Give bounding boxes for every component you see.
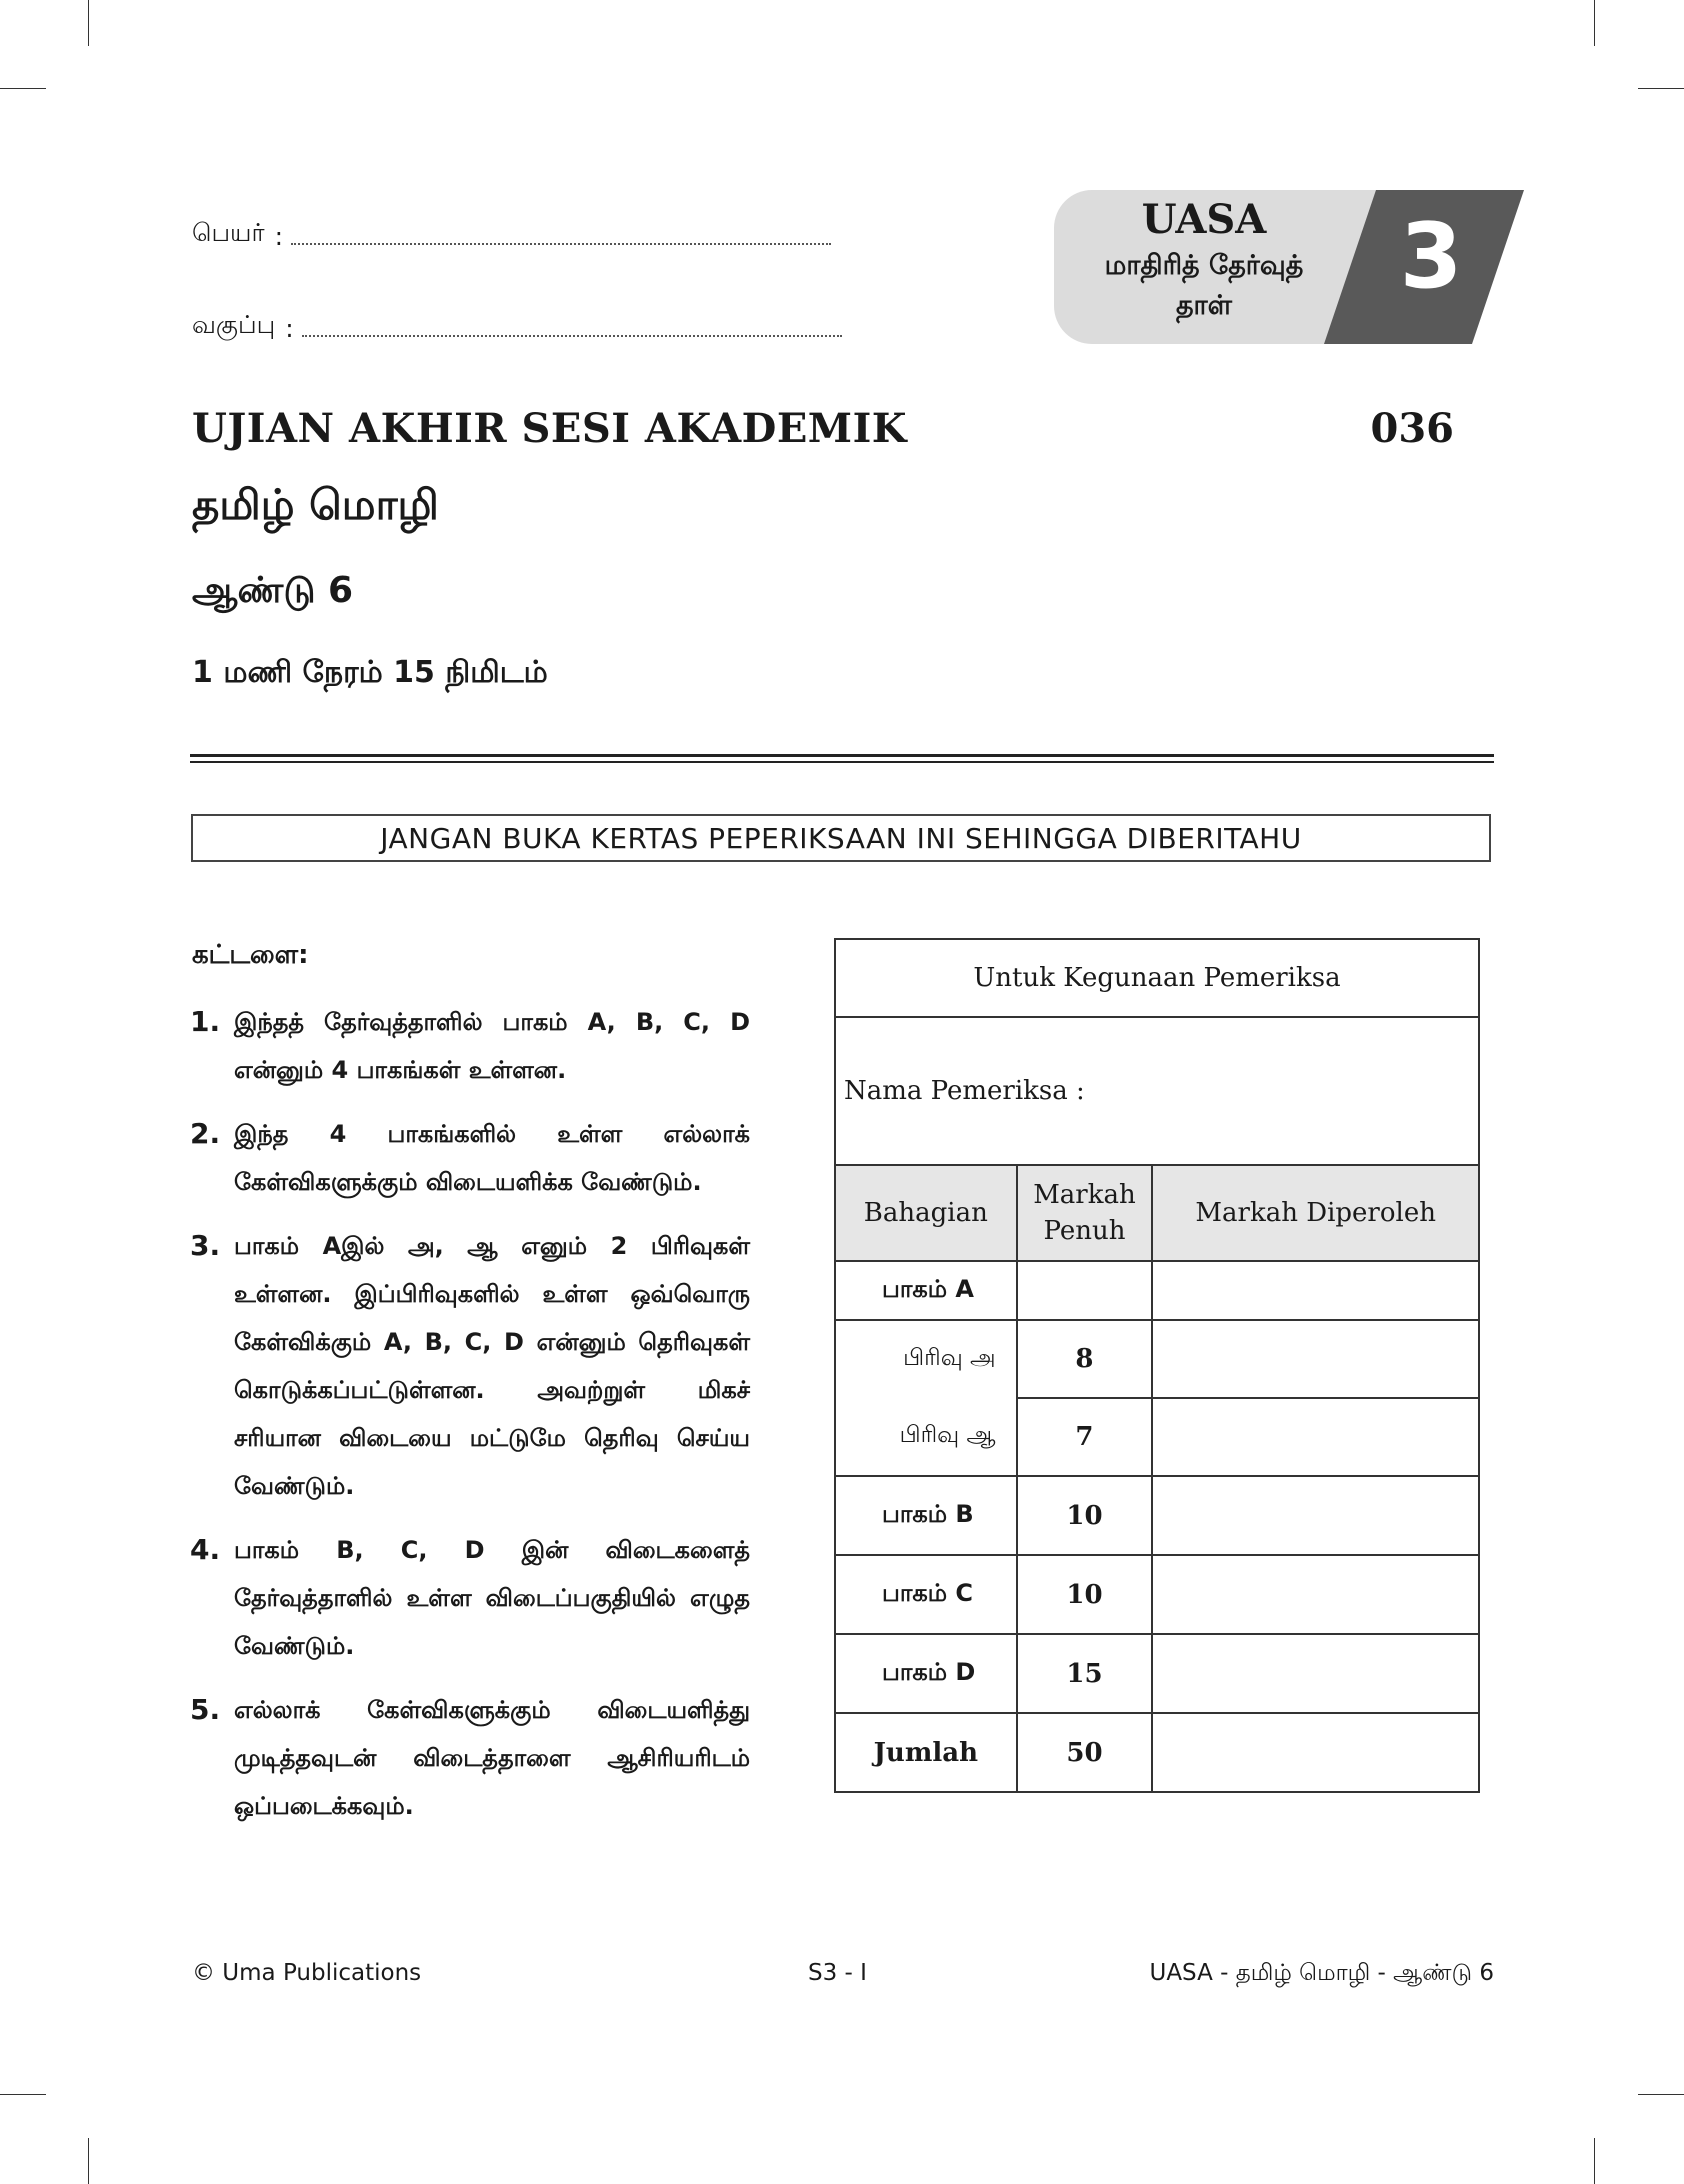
section-a-full	[1017, 1261, 1153, 1320]
column-header-section: Bahagian	[835, 1165, 1017, 1261]
table-heading: Untuk Kegunaan Pemeriksa	[835, 939, 1479, 1017]
instruction-text: எல்லாக் கேள்விகளுக்கும் விடையளித்து முடித்தவுடன் விடைத்தாளை ஆசிரியரிடம் ஒப்படைக்கவும்.	[234, 1696, 750, 1820]
badge-subtitle	[1054, 246, 1354, 326]
badge-number: 3	[1399, 204, 1463, 309]
section-label: பாகம் B	[835, 1476, 1017, 1555]
notice-text: JANGAN BUKA KERTAS PEPERIKSAAN INI SEHINGGA DIBERITAHU	[380, 821, 1302, 855]
instruction-number: 2.	[190, 1117, 221, 1150]
crop-mark	[88, 2138, 89, 2184]
total-full: 50	[1017, 1713, 1153, 1792]
sub-section-full: 7	[1017, 1398, 1153, 1476]
exam-title: UJIAN AKHIR SESI AKADEMIK	[192, 405, 908, 452]
section-full: 10	[1017, 1555, 1153, 1634]
section-obtained[interactable]	[1152, 1634, 1479, 1713]
section-label: பாகம் C	[835, 1555, 1017, 1634]
badge-subtitle-line2: தாள்	[1175, 290, 1233, 321]
instruction-text: இந்தத் தேர்வுத்தாளில் பாகம் A, B, C, D என்னும் 4 பாகங்கள் உள்ளன.	[234, 1008, 750, 1084]
instruction-number: 5.	[190, 1693, 221, 1726]
column-header-marks-obtained: Markah Diperoleh	[1152, 1165, 1479, 1261]
crop-mark	[0, 88, 46, 89]
footer-page-number: S3 - I	[808, 1960, 867, 1986]
instruction-item	[190, 1526, 750, 1670]
name-line[interactable]	[291, 241, 831, 245]
subject-title: தமிழ் மொழி	[192, 480, 439, 529]
section-label: பாகம் D	[835, 1634, 1017, 1713]
instruction-item	[190, 998, 750, 1094]
exam-code: 036	[1370, 405, 1454, 452]
sub-section-obtained[interactable]	[1152, 1398, 1479, 1476]
section-a-label: பாகம் A	[835, 1261, 1017, 1320]
name-colon: :	[274, 222, 283, 251]
instruction-number: 1.	[190, 1005, 221, 1038]
crop-mark	[1638, 88, 1684, 89]
exam-duration: 1 மணி நேரம் 15 நிமிடம்	[192, 655, 548, 690]
name-label: பெயர்	[192, 218, 265, 247]
column-header-full-marks: Markah Penuh	[1017, 1165, 1153, 1261]
class-line[interactable]	[302, 333, 842, 337]
section-full: 10	[1017, 1476, 1153, 1555]
notice-box	[191, 814, 1491, 862]
instruction-text: பாகம் Aஇல் அ, ஆ எனும் 2 பிரிவுகள் உள்ளன. இப்பிரிவுகளில் உள்ள ஒவ்வொரு கேள்விக்கும் A, B, C, D என்னும் தெரிவுகள் கொடுக்கப்பட்டுள்ளன. அவற்றுள் மிகச் சரியான விடையை மட்டுமே தெரிவு செய்ய வேண்டும்.	[234, 1232, 750, 1500]
instruction-item	[190, 1222, 750, 1510]
instruction-text: பாகம் B, C, D இன் விடைகளைத் தேர்வுத்தாளில் உள்ள விடைப்பகுதியில் எழுத வேண்டும்.	[234, 1536, 750, 1660]
examiner-name-label: Nama Pemeriksa :	[844, 1076, 1085, 1106]
instruction-text: இந்த 4 பாகங்களில் உள்ள எல்லாக் கேள்விகளுக்கும் விடையளிக்க வேண்டும்.	[234, 1120, 750, 1196]
section-full: 15	[1017, 1634, 1153, 1713]
total-obtained[interactable]	[1152, 1713, 1479, 1792]
badge-subtitle-line1: மாதிரித் தேர்வுத்	[1104, 250, 1304, 281]
instruction-item	[190, 1110, 750, 1206]
divider	[190, 761, 1494, 763]
uasa-badge	[1054, 190, 1524, 348]
section-a-obtained[interactable]	[1152, 1261, 1479, 1320]
section-obtained[interactable]	[1152, 1476, 1479, 1555]
crop-mark	[1638, 2094, 1684, 2095]
crop-mark	[88, 0, 89, 46]
divider	[190, 754, 1494, 757]
badge-title: UASA	[1141, 196, 1267, 243]
class-field[interactable]	[192, 310, 842, 343]
instruction-item	[190, 1686, 750, 1830]
total-label: Jumlah	[835, 1713, 1017, 1792]
examiner-name-cell[interactable]	[835, 1017, 1479, 1165]
sub-section-obtained[interactable]	[1152, 1320, 1479, 1398]
instruction-number: 4.	[190, 1533, 221, 1566]
footer-publisher: © Uma Publications	[192, 1960, 422, 1986]
crop-mark	[1594, 0, 1595, 46]
class-label: வகுப்பு	[192, 310, 276, 339]
instructions-heading: கட்டளை:	[192, 940, 309, 970]
examiner-table	[834, 938, 1480, 1793]
section-obtained[interactable]	[1152, 1555, 1479, 1634]
sub-section-label: பிரிவு அ	[835, 1320, 1017, 1398]
class-colon: :	[285, 314, 294, 343]
sub-section-full: 8	[1017, 1320, 1153, 1398]
footer-subject: UASA - தமிழ் மொழி - ஆண்டு 6	[1149, 1960, 1494, 1986]
sub-section-label: பிரிவு ஆ	[835, 1398, 1017, 1476]
year-level: ஆண்டு 6	[192, 570, 354, 611]
instructions-list	[190, 998, 750, 1846]
crop-mark	[0, 2094, 46, 2095]
instruction-number: 3.	[190, 1229, 221, 1262]
crop-mark	[1594, 2138, 1595, 2184]
name-field[interactable]	[192, 218, 831, 251]
